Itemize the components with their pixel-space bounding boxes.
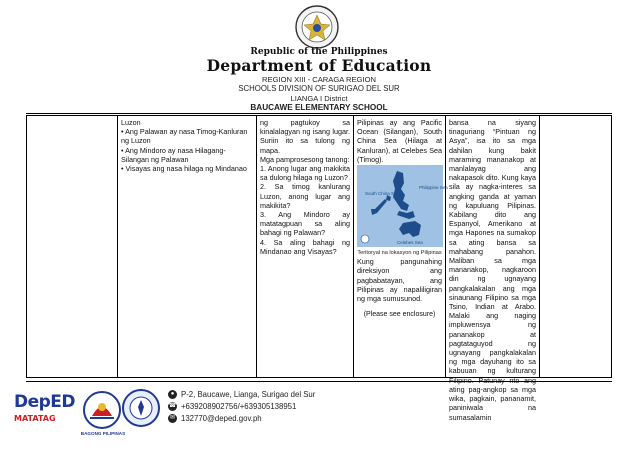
questions-label: Mga pamprosesong tanong:: [260, 154, 350, 164]
list-item: Luzon: [121, 118, 141, 127]
philippines-map-image: [357, 165, 448, 247]
table-cell-questions: [257, 116, 354, 377]
bagong-pilipinas-logo-icon: [82, 390, 122, 430]
history-text: bansa na siyang tinaguriang “Pintuan ng Asya”, isa ito sa mga dahilan kung bakit maraming mananakop at manlalayag ang nakapasok dito. Kung kaya sila ay nagka-interes sa angking ganda at yaman ng kapuluang Pilipinas. Kabilang dito ang Espanyol, Amerikano at mga Hapones na sumakop sa ating bansa sa mahabang panahon. Maliban sa mga mananakop, nagkaroon din ng ugnayang pangkalakalan ang mga sinaunang Filipino sa mga Tsino, Indian at Arabo. Malaki ang naging impluwensya ng pananakop at pagtataguyod ng ugnayang pangkalakalan ng mga dayuhang ito sa kabuuan ng kulturang ating pag-angkop sa mga wika, pagkain, pananamit, paniniwala na sumasalamin: [449, 118, 536, 422]
question-item: 1. Anong lugar ang makikita sa dulong hilaga ng Luzon?: [260, 164, 350, 183]
table-cell-empty-left: [27, 116, 118, 377]
division-seal-icon: [121, 388, 161, 428]
location-icon: ●: [168, 390, 177, 399]
republic-label: Republic of the Philippines: [250, 47, 388, 57]
intro-text: ng pagtukoy sa kinalalagyan ng isang lugar. Suriin ito sa tulong ng mapa.: [260, 118, 350, 155]
bagong-pilipinas-label: BAGONG PILIPINAS: [80, 431, 126, 436]
email-text[interactable]: 132770@deped.gov.ph: [181, 414, 262, 423]
question-item: 4. Sa aling bahagi ng Mindanao ang Visayas?: [260, 237, 350, 256]
header-divider: [26, 113, 612, 114]
map-label-philippine-sea: Philippine Sea: [419, 185, 448, 191]
map-caption: Teritoryal na lokasyon ng Pilipinas: [357, 250, 442, 257]
table-cell-empty-right: [540, 116, 611, 377]
region-label: REGION XIII - CARAGA REGION: [262, 75, 376, 84]
deped-wordmark: DepED: [14, 392, 76, 412]
enclosure-note: (Please see enclosure): [363, 311, 436, 319]
email-icon: ✉: [169, 415, 176, 421]
phone-text: +639208902756/+639305138951: [181, 402, 297, 411]
map-label-south-china-sea: South China Sea: [365, 191, 400, 197]
compass-icon: [361, 235, 369, 243]
matatag-label: MATATAG: [14, 414, 56, 423]
school-name: BAUCAWE ELEMENTARY SCHOOL: [250, 103, 388, 112]
list-item: • Visayas ang nasa hilaga ng Mindanao: [121, 164, 247, 174]
directions-text: Kung pangunahing direksiyon ang pagbabatayan, ang Pilipinas ay napaliligiran ng mga sumusunod.: [357, 257, 442, 304]
department-title: Department of Education: [206, 56, 432, 75]
question-item: 3. Ang Mindoro ay matatagpuan sa aling bahagi ng Palawan?: [260, 210, 350, 238]
address-line: [168, 390, 315, 399]
table-cell-map: [354, 116, 446, 377]
deped-logo: [14, 392, 76, 423]
address-text: P-2, Baucawe, Lianga, Surigao del Sur: [181, 390, 316, 399]
map-label-celebes-sea: Celebes Sea: [397, 240, 423, 246]
email-line[interactable]: [168, 414, 262, 423]
phone-line: [168, 402, 296, 411]
table-cell-locations: [118, 116, 257, 377]
district-label: LIANGA I District: [290, 94, 348, 103]
phone-icon: ☎: [168, 403, 177, 409]
question-item: 2. Sa timog kanlurang Luzon, anong lugar ang makikita?: [260, 182, 350, 210]
table-cell-history: [446, 116, 540, 422]
list-item: • Ang Palawan ay nasa Timog-Kanluran ng Luzon: [121, 127, 248, 146]
deped-seal-icon: [292, 4, 342, 50]
list-item: • Ang Mindoro ay nasa Hilagang-Silangan ng Palawan: [121, 145, 226, 164]
seas-text: Pilipinas ay ang Pacific Ocean (Silangan), South China Sea (Hilaga at Kanluran), at Celebes Sea (Timog).: [357, 118, 442, 164]
footer-divider: [26, 381, 612, 382]
division-label: SCHOOLS DIVISION OF SURIGAO DEL SUR: [238, 84, 400, 93]
